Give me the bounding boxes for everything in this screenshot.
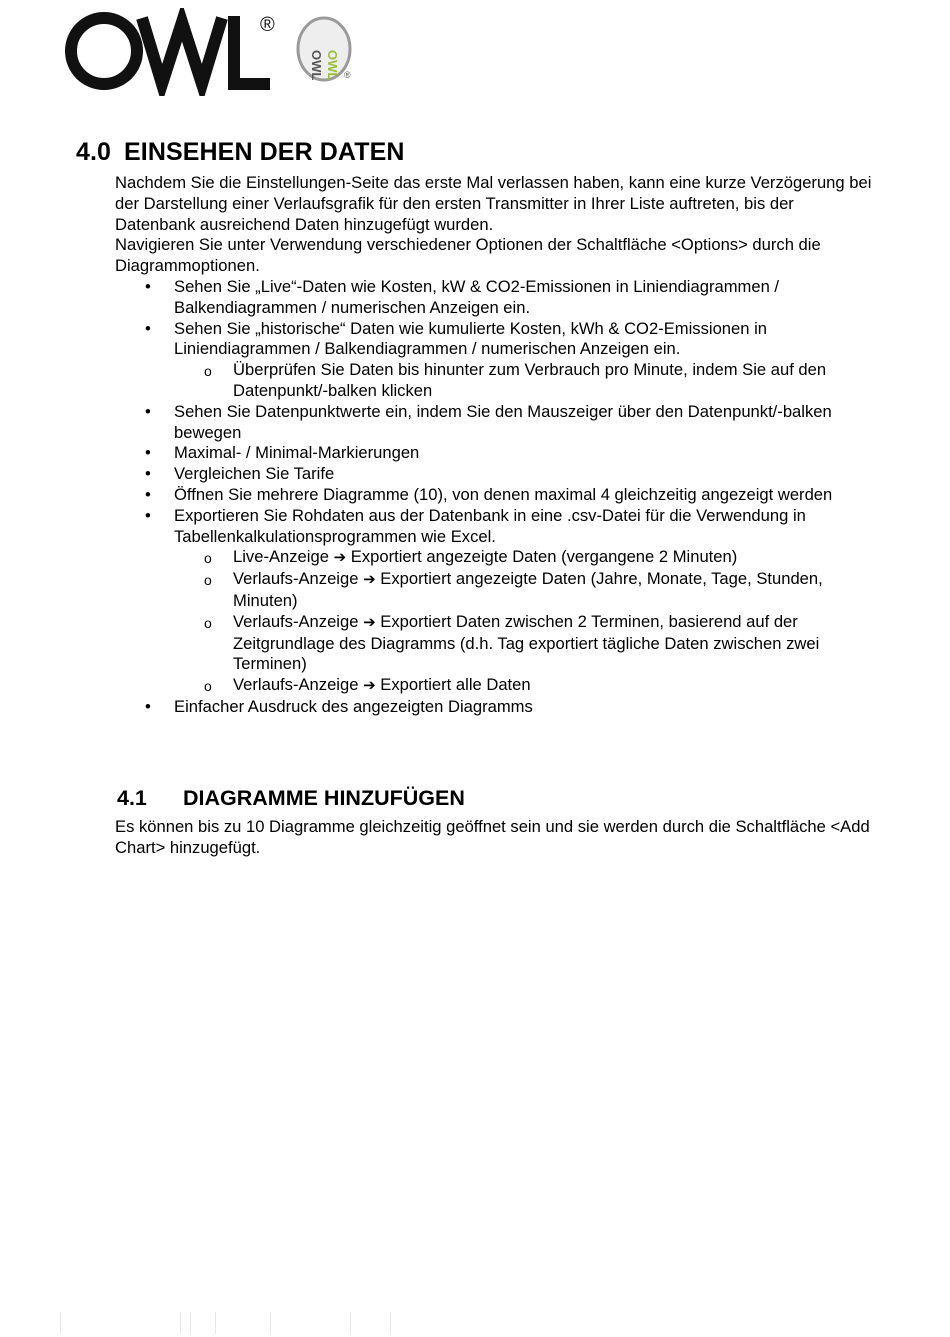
section-title: DIAGRAMME HINZUFÜGEN <box>183 786 465 810</box>
list-item: • Einfacher Ausdruck des angezeigten Diagramms <box>115 697 875 718</box>
sub-list-item: o Verlaufs-Anzeige ➔ Exportiert Daten zwischen 2 Terminen, basierend auf der Zeitgrundlage des Diagramms (d.h. Tag exportiert tägliche Daten zwischen zwei Terminen) <box>115 612 875 675</box>
arrow-right-icon: ➔ <box>363 613 376 631</box>
section-number: 4.1 <box>117 786 147 810</box>
sub-list-item: o Verlaufs-Anzeige ➔ Exportiert alle Daten <box>115 675 875 697</box>
section-heading-4-0 <box>76 138 405 167</box>
badge-registered-mark: ® <box>344 70 351 80</box>
list-item: • Sehen Sie „Live“-Daten wie Kosten, kW & CO2-Emissionen in Liniendiagrammen / Balkendiagrammen / numerischen Anzeigen ein. <box>115 277 875 319</box>
list-item: • Maximal- / Minimal-Markierungen <box>115 443 875 464</box>
list-item: • Exportieren Sie Rohdaten aus der Datenbank in eine .csv-Datei für die Verwendung in Tabellenkalkulationsprogrammen wie Excel. o Live-Anzeige ➔ Exportiert angezeigte Daten (vergangene 2 Minuten) o Verlaufs-Anzeige ➔ Exportiert angezeigte Daten (Jahre, Monate, Tage, Stunden, Minuten) o Verlaufs-Anzeige ➔ Exportiert Daten zwischen 2 Terminen, basierend auf der Zeitgrundlage des Diagramms (d.h. Tag exportiert tägliche Daten zwischen zwei Terminen) o Verlaufs-Anzeige ➔ Exportiert alle Daten <box>115 506 875 697</box>
section-number: 4.0 <box>76 138 112 166</box>
list-item: • Sehen Sie „historische“ Daten wie kumulierte Kosten, kWh & CO2-Emissionen in Liniendiagrammen / Balkendiagrammen / numerischen Anzeigen ein. o Überprüfen Sie Daten bis hinunter zum Verbrauch pro Minute, indem Sie auf den Datenpunkt/-balken klicken <box>115 319 875 402</box>
logo-registered-mark: ® <box>260 14 275 36</box>
feature-list <box>115 277 875 718</box>
list-item: • Öffnen Sie mehrere Diagramme (10), von denen maximal 4 gleichzeitig angezeigt werden <box>115 485 875 506</box>
arrow-right-icon: ➔ <box>333 549 347 567</box>
section-title: EINSEHEN DER DATEN <box>124 138 405 166</box>
sub-list <box>115 360 875 402</box>
arrow-right-icon: ➔ <box>363 677 376 695</box>
section-4-0-body <box>115 173 875 718</box>
list-item: • Vergleichen Sie Tarife <box>115 464 875 485</box>
arrow-right-icon: ➔ <box>363 571 376 589</box>
sub-list-item: o Überprüfen Sie Daten bis hinunter zum Verbrauch pro Minute, indem Sie auf den Datenpunkt/-balken klicken <box>115 360 875 402</box>
svg-text:OWL: OWL <box>325 50 340 81</box>
section-paragraph: Es können bis zu 10 Diagramme gleichzeitig geöffnet sein und sie werden durch die Schaltfläche <Add Chart> hinzugefügt. <box>115 817 870 857</box>
list-item: • Sehen Sie Datenpunktwerte ein, indem Sie den Mauszeiger über den Datenpunkt/-balken bewegen <box>115 402 875 444</box>
owl-logo <box>64 8 364 98</box>
sub-list-item: o Verlaufs-Anzeige ➔ Exportiert angezeigte Daten (Jahre, Monate, Tage, Stunden, Minuten) <box>115 569 875 612</box>
intro-paragraph-2: Navigieren Sie unter Verwendung verschiedener Optionen der Schaltfläche <Options> durch die Diagrammoptionen. <box>115 235 821 276</box>
svg-text:OWL: OWL <box>309 50 324 81</box>
footer-scan-marks <box>50 1312 450 1336</box>
sub-list <box>115 547 875 697</box>
intro-paragraph-1: Nachdem Sie die Einstellungen-Seite das erste Mal verlassen haben, kann eine kurze Verzögerung bei der Darstellung einer Verlaufsgrafik für den ersten Transmitter in Ihrer Liste auftreten, bis der Datenbank ausreichend Daten hinzugefügt wurden. <box>115 173 872 234</box>
section-heading-4-1 <box>117 786 465 811</box>
sub-list-item: o Live-Anzeige ➔ Exportiert angezeigte Daten (vergangene 2 Minuten) <box>115 547 875 569</box>
section-4-1-body <box>115 817 875 859</box>
